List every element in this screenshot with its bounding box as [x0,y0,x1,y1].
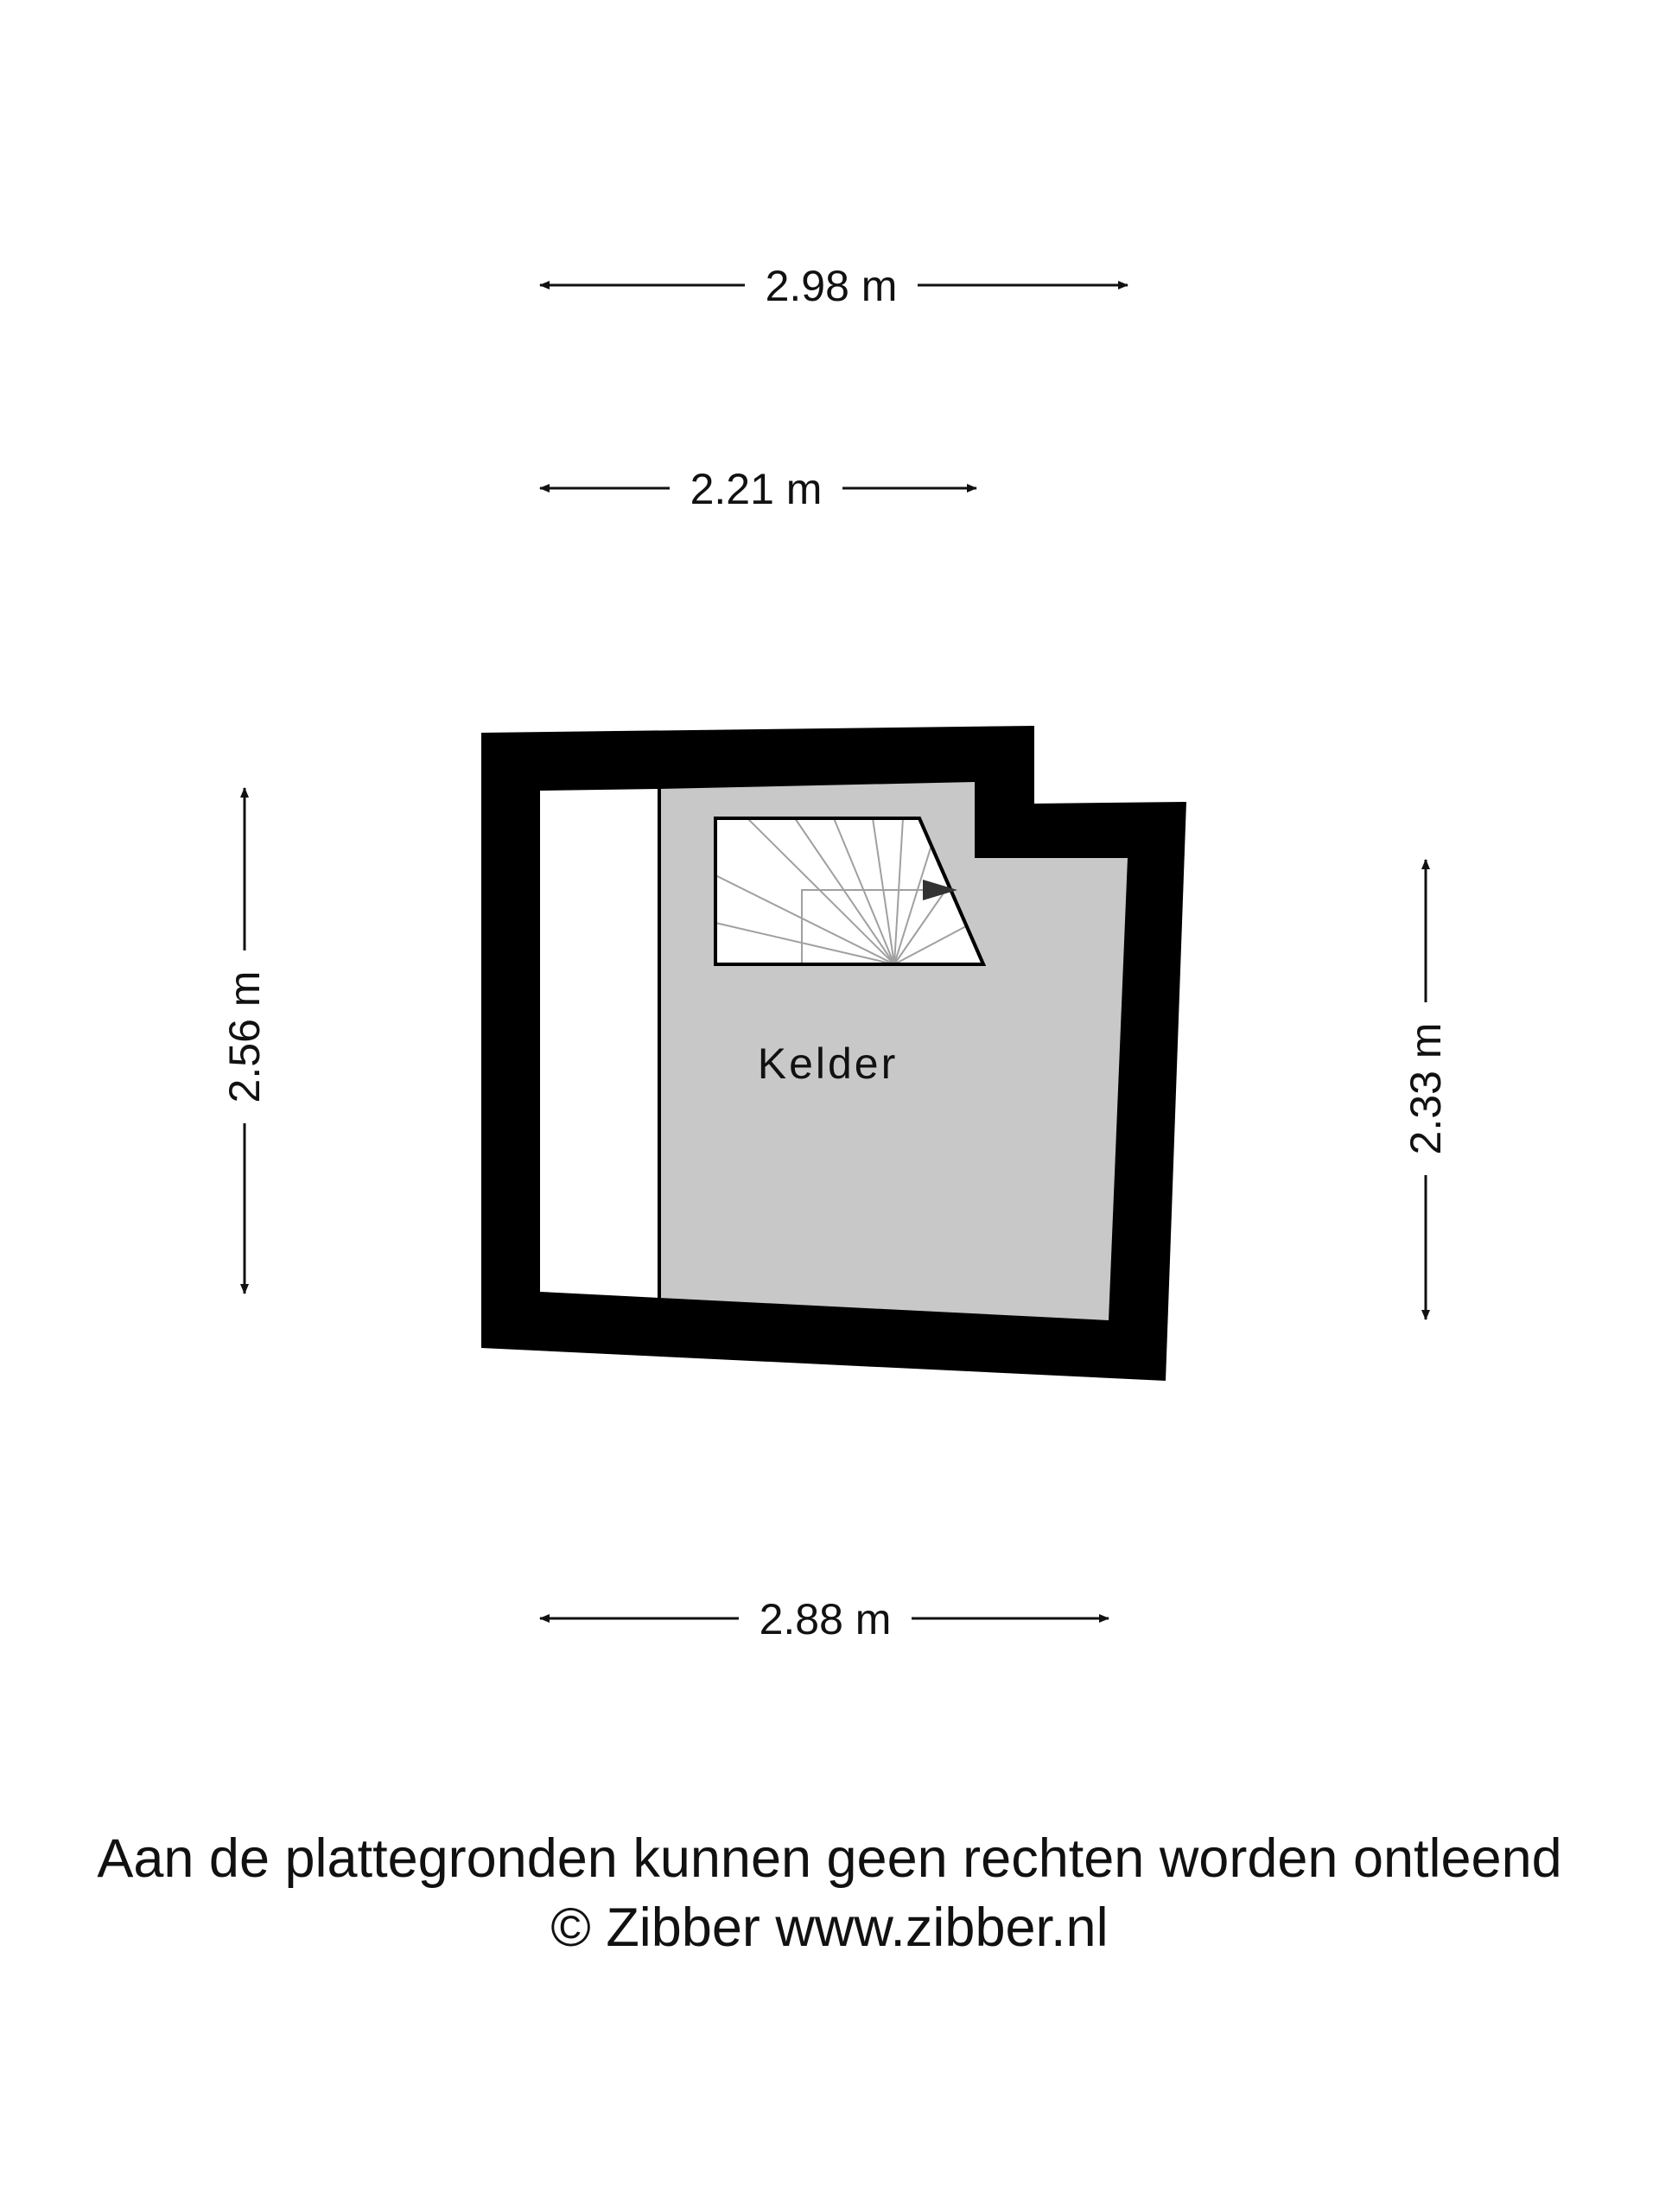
dimension-right-label: 2.33 m [1402,1022,1450,1155]
disclaimer-text: Aan de plattegronden kunnen geen rechten worden ontleend [97,1828,1562,1889]
dimension-top-inner [540,465,976,513]
dimension-left-label: 2.56 m [220,970,269,1103]
dimension-bottom [540,1595,1109,1643]
dimension-top-inner-label: 2.21 m [690,465,823,513]
dimension-left [220,788,269,1294]
unfinished-area [540,789,659,1298]
dimension-right [1402,860,1450,1319]
dimension-top-outer-label: 2.98 m [765,262,898,310]
room-label: Kelder [757,1039,899,1088]
copyright-text: © Zibber www.zibber.nl [550,1897,1109,1958]
dimension-bottom-label: 2.88 m [759,1595,892,1643]
dimension-top-outer [540,262,1128,310]
